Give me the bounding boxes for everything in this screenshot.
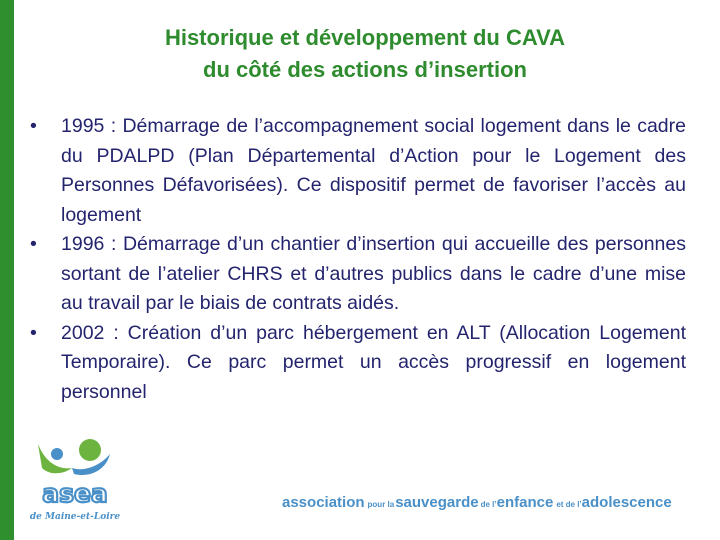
bullet-marker: •	[30, 115, 37, 137]
logo-wordmark: asea	[42, 479, 108, 508]
bullet-text: 1995 : Démarrage de l’accompagnement social logement dans le cadre du PDALPD (Plan Départemental d’Action pour le Logement des Personnes Défavorisées). Ce dispositif permet de favoriser l’accès au logement	[61, 115, 686, 226]
tagline-word: de l’	[480, 500, 497, 509]
bullet-item	[30, 112, 686, 230]
organization-tagline	[282, 490, 702, 514]
tagline-word: adolescence	[581, 494, 672, 511]
asea-logo	[28, 432, 123, 524]
bullet-item	[30, 319, 686, 408]
bullet-text: 2002 : Création d’un parc hébergement en ALT (Allocation Logement Temporaire). Ce parc permet un accès progressif en logement personnel	[61, 321, 686, 403]
bullet-marker: •	[30, 233, 37, 255]
logo-figure-head-left	[51, 448, 63, 460]
logo-subtitle: de Maine-et-Loire	[29, 512, 121, 522]
svg-text:associationpour lasauvegardede	[282, 494, 672, 511]
left-accent-bar	[0, 0, 14, 540]
slide-title	[60, 22, 670, 86]
logo-figure-head-right	[79, 439, 101, 461]
bullet-marker: •	[30, 321, 37, 344]
tagline-word: association	[282, 494, 365, 511]
bullet-item	[30, 230, 686, 319]
bullet-text: 1996 : Démarrage d’un chantier d’insertion qui accueille des personnes sortant de l’atelier CHRS et d’autres publics dans le cadre d’une mise au travail par le biais de contrats aidés.	[61, 233, 686, 314]
title-line-1: Historique et développement du CAVA	[164, 25, 566, 50]
tagline-word: sauvegarde	[395, 494, 479, 511]
bullet-list	[30, 112, 686, 407]
title-line-2: du côté des actions d’insertion	[203, 57, 527, 82]
tagline-word: et de l’	[556, 500, 582, 509]
tagline-word: enfance	[496, 494, 554, 511]
tagline-word: pour la	[367, 500, 395, 509]
